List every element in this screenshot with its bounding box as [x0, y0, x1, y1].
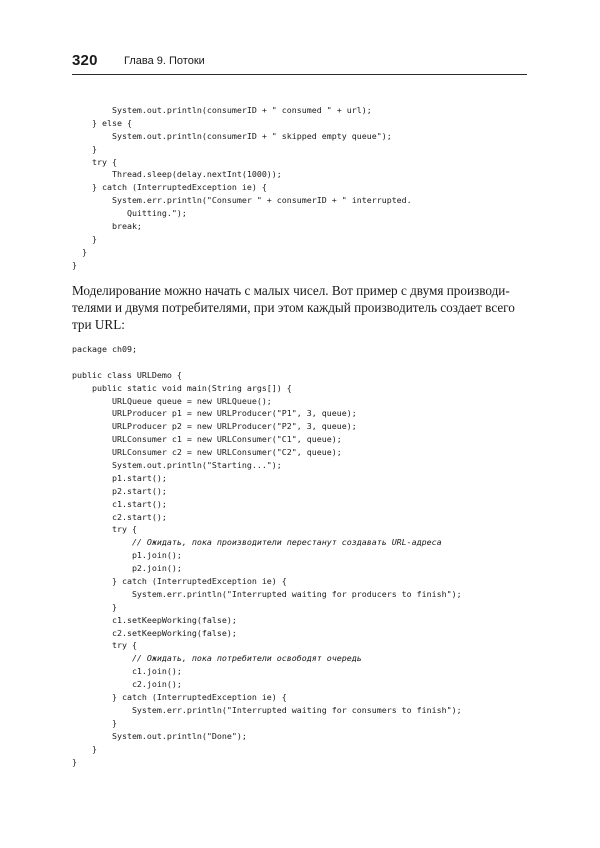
code-line: URLQueue queue = new URLQueue(); — [72, 395, 272, 406]
code-line: // Ожидать, пока производители перестанут создавать URL-адреса — [72, 537, 442, 548]
code-line: Thread.sleep(delay.nextInt(1000)); — [72, 169, 282, 180]
code-line: } — [72, 246, 87, 257]
code-line: } catch (InterruptedException ie) { — [72, 576, 287, 587]
paragraph-line: телями и двумя потребителями, при этом каждый производитель создает всего — [72, 300, 515, 315]
code-line: c2.start(); — [72, 511, 167, 522]
code-line: c2.setKeepWorking(false); — [72, 627, 237, 638]
code-line: System.out.println("Starting..."); — [72, 460, 282, 471]
code-line: System.out.println("Done"); — [72, 730, 247, 741]
code-line: } — [72, 143, 97, 154]
code-line: c1.setKeepWorking(false); — [72, 614, 237, 625]
code-line: // Ожидать, пока потребители освободят очередь — [72, 653, 362, 664]
code-line: try { — [72, 156, 117, 167]
code-line: URLConsumer c1 = new URLConsumer("C1", queue); — [72, 434, 342, 445]
code-line: p2.start(); — [72, 485, 167, 496]
body-paragraph — [72, 282, 528, 333]
code-line: break; — [72, 221, 142, 232]
code-line: try { — [72, 524, 137, 535]
code-line: c2.join(); — [72, 679, 182, 690]
code-line: public class URLDemo { — [72, 369, 182, 380]
code-line: } else { — [72, 117, 132, 128]
page-number: 320 — [72, 52, 98, 69]
code-line: } catch (InterruptedException ie) { — [72, 692, 287, 703]
code-block-urldemo — [72, 343, 462, 768]
code-line: try { — [72, 640, 137, 651]
code-line: package ch09; — [72, 344, 137, 354]
code-line: System.out.println(consumerID + " consumed " + url); — [72, 105, 372, 115]
paragraph-line: Моделирование можно начать с малых чисел. Вот пример с двумя производи- — [72, 283, 510, 298]
code-line: System.err.println("Interrupted waiting for consumers to finish"); — [72, 704, 462, 715]
code-line: } catch (InterruptedException ie) { — [72, 182, 267, 193]
code-line: public static void main(String args[]) { — [72, 382, 292, 393]
code-line: } — [72, 756, 77, 767]
code-line: } — [72, 233, 97, 244]
code-block-consumer-loop — [72, 104, 412, 272]
code-line: System.err.println("Consumer " + consumerID + " interrupted. — [72, 195, 412, 206]
code-line: p1.start(); — [72, 472, 167, 483]
code-line: } — [72, 743, 97, 754]
running-header — [72, 50, 527, 75]
code-line: Quitting."); — [72, 208, 187, 219]
chapter-title: Глава 9. Потоки — [124, 55, 205, 67]
code-line: } — [72, 601, 117, 612]
code-line: System.out.println(consumerID + " skipped empty queue"); — [72, 130, 392, 141]
code-line: p2.join(); — [72, 563, 182, 574]
code-line: } — [72, 717, 117, 728]
code-line: c1.start(); — [72, 498, 167, 509]
code-line — [72, 356, 462, 369]
code-line: URLProducer p1 = new URLProducer("P1", 3, queue); — [72, 408, 357, 419]
code-line: p1.join(); — [72, 550, 182, 561]
code-line: URLConsumer c2 = new URLConsumer("C2", queue); — [72, 447, 342, 458]
paragraph-line: три URL: — [72, 317, 125, 332]
code-line: System.err.println("Interrupted waiting for producers to finish"); — [72, 588, 462, 599]
code-line: c1.join(); — [72, 666, 182, 677]
code-line: } — [72, 259, 77, 270]
code-line: URLProducer p2 = new URLProducer("P2", 3, queue); — [72, 421, 357, 432]
